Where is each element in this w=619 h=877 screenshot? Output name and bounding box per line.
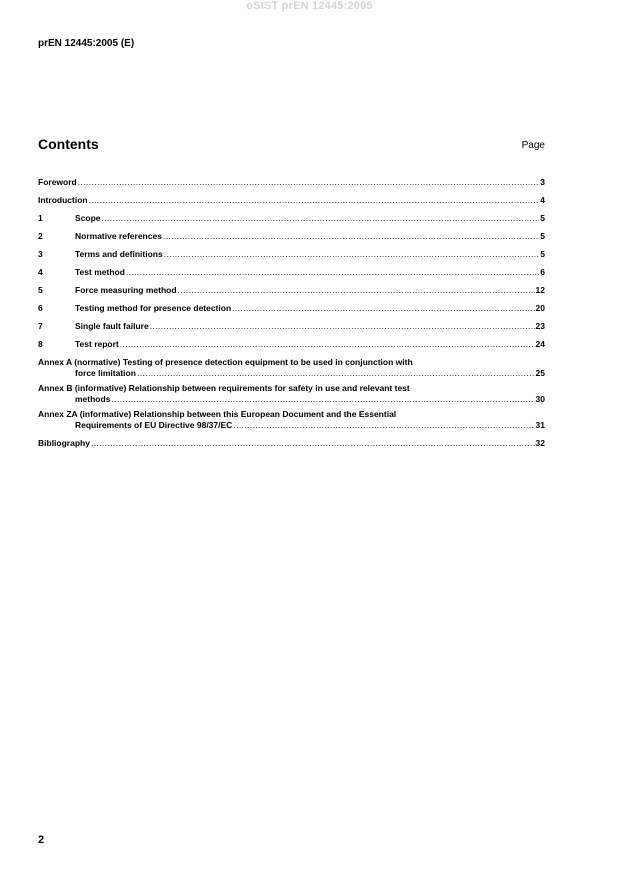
clause-number: 8	[38, 339, 43, 349]
clause-number: 1	[38, 213, 43, 223]
toc-entry-page: 4	[540, 195, 545, 205]
toc-entry-clause-7[interactable]	[38, 317, 545, 335]
toc-entry-page: 25	[535, 368, 545, 378]
toc-entry-bibliography[interactable]	[38, 434, 545, 452]
document-reference: prEN 12445:2005 (E)	[38, 38, 135, 49]
toc-entry-title-line2: methods	[75, 394, 111, 404]
toc-entry-page: 6	[540, 267, 545, 277]
dot-leader	[102, 209, 540, 227]
toc-entry-title: Foreword	[38, 177, 77, 187]
toc-entry-page: 31	[535, 420, 545, 430]
page-number: 2	[38, 834, 45, 846]
dot-leader	[178, 281, 535, 299]
toc-entry-page: 20	[535, 303, 545, 313]
toc-entry-annex-b[interactable]	[38, 383, 545, 405]
contents-title: Contents	[38, 136, 99, 152]
toc-entry-clause-4[interactable]	[38, 263, 545, 281]
toc-entry-title: Test method	[75, 267, 125, 277]
toc-entry-page: 24	[535, 339, 545, 349]
toc-entry-title-line2: Requirements of EU Directive 98/37/EC	[75, 420, 233, 430]
toc-entry-title-line2: force limitation	[75, 368, 136, 378]
dot-leader	[163, 227, 539, 245]
toc-entry-annex-za[interactable]	[38, 409, 545, 431]
toc-entry-title: Testing method for presence detection	[75, 303, 232, 313]
toc-entry-page: 23	[535, 321, 545, 331]
toc-entry-introduction[interactable]	[38, 191, 545, 209]
dot-leader	[164, 245, 540, 263]
clause-number: 6	[38, 303, 43, 313]
toc-entry-title-line1: Annex ZA (informative) Relationship between this European Document and the Essential	[38, 409, 397, 419]
dot-leader	[89, 191, 540, 209]
dot-leader	[232, 299, 534, 317]
toc-entry-title: Single fault failure	[75, 321, 149, 331]
toc-entry-title: Bibliography	[38, 438, 90, 448]
toc-entry-page: 5	[540, 213, 545, 223]
toc-entry-page: 12	[535, 285, 545, 295]
toc-entry-page: 30	[535, 394, 545, 404]
toc-entry-clause-8[interactable]	[38, 335, 545, 353]
toc-entry-title: Terms and definitions	[75, 249, 163, 259]
toc-entry-clause-3[interactable]	[38, 245, 545, 263]
clause-number: 4	[38, 267, 43, 277]
toc-entry-title-line1: Annex A (normative) Testing of presence detection equipment to be used in conjunction with	[38, 357, 413, 367]
dot-leader	[78, 173, 540, 191]
clause-number: 2	[38, 231, 43, 241]
dot-leader	[150, 317, 535, 335]
clause-number: 3	[38, 249, 43, 259]
dot-leader	[120, 335, 535, 353]
toc-entry-clause-2[interactable]	[38, 227, 545, 245]
toc-entry-title: Normative references	[75, 231, 162, 241]
dot-leader	[111, 394, 534, 405]
toc-entry-title: Test report	[75, 339, 119, 349]
toc-entry-page: 32	[535, 438, 545, 448]
clause-number: 5	[38, 285, 43, 295]
dot-leader	[137, 368, 535, 379]
toc-entry-page: 5	[540, 249, 545, 259]
toc-entry-title: Force measuring method	[75, 285, 177, 295]
table-of-contents	[38, 173, 545, 452]
dot-leader	[91, 434, 535, 452]
toc-entry-foreword[interactable]	[38, 173, 545, 191]
page-column-label: Page	[521, 140, 545, 151]
toc-entry-page: 5	[540, 231, 545, 241]
watermark: oSIST prEN 12445:2005	[246, 0, 373, 12]
toc-entry-clause-1[interactable]	[38, 209, 545, 227]
toc-entry-clause-6[interactable]	[38, 299, 545, 317]
toc-entry-title-line1: Annex B (informative) Relationship between requirements for safety in use and relevant test	[38, 383, 410, 393]
dot-leader	[126, 263, 539, 281]
toc-entry-clause-5[interactable]	[38, 281, 545, 299]
dot-leader	[233, 420, 534, 431]
clause-number: 7	[38, 321, 43, 331]
toc-entry-page: 3	[540, 177, 545, 187]
toc-entry-title: Introduction	[38, 195, 88, 205]
toc-entry-title: Scope	[75, 213, 101, 223]
toc-entry-annex-a[interactable]	[38, 357, 545, 379]
